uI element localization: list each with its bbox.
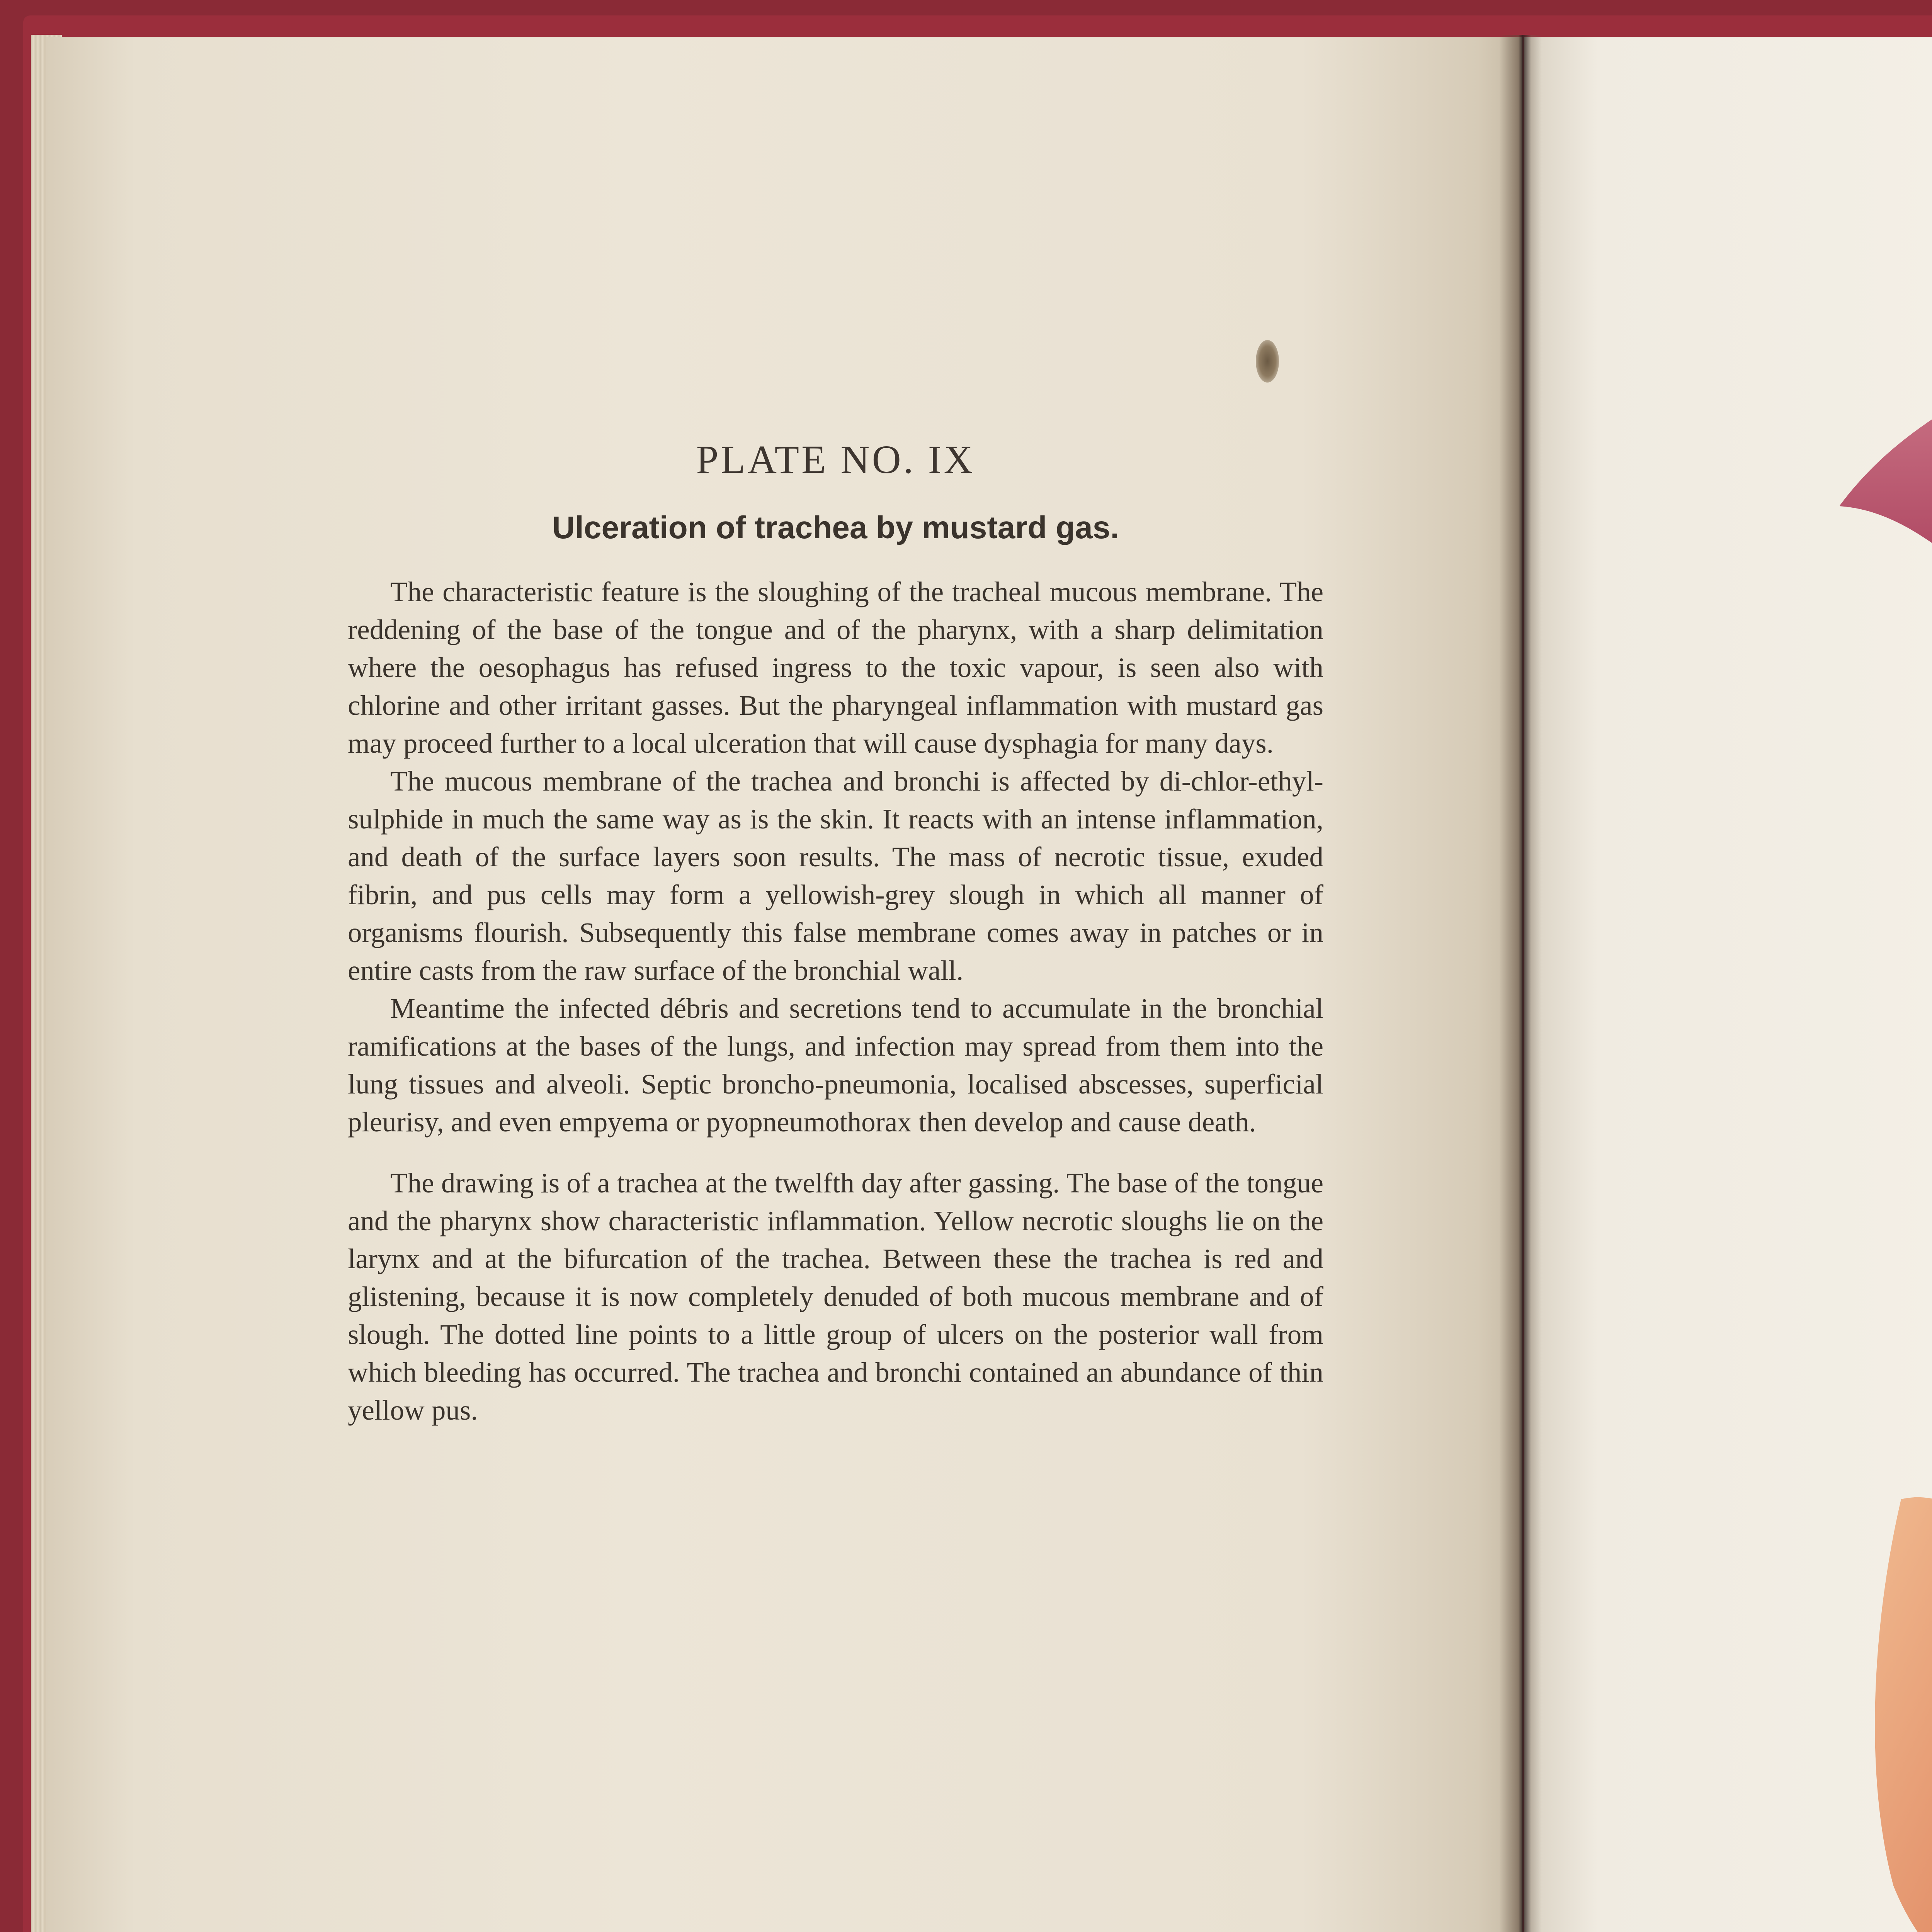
plate-description bbox=[348, 437, 1323, 1429]
bifurcation-slough bbox=[1875, 1497, 1932, 1932]
tongue-base bbox=[1839, 189, 1932, 618]
paragraph-4: The drawing is of a trachea at the twelfth day after gassing. The base of the tongue and the pharynx show characteristic inflammation. Yellow necrotic sloughs lie on the larynx and at the bifurcation of the trachea. Between these the trachea is red and glistening, because it is now completely denuded of both mucous membrane and of slough. The dotted line points to a little group of ulcers on the posterior wall from which bleeding has occurred. The trachea and bronchi contained an abundance of thin yellow pus. bbox=[348, 1167, 1323, 1426]
plate-subtitle: Ulceration of trachea by mustard gas. bbox=[552, 510, 1119, 545]
paragraph-1: The characteristic feature is the sloughing of the tracheal mucous membrane. The reddening of the base of the tongue and of the pharynx, with a sharp delimitation where the oesophagus has refused ingress to the toxic vapour, is seen also with chlorine and other irritant gasses. But the pharyngeal inflammation with mustard gas may proceed further to a local ulceration that will cause dysphagia for many days. bbox=[348, 576, 1323, 759]
trachea-illustration bbox=[1816, 185, 1932, 1932]
paragraph-2: The mucous membrane of the trachea and bronchi is affected by di-chlor-ethyl-sulphide in much the same way as is the skin. It reacts with an intense inflammation, and death of the surface layers soon results. The mass of necrotic tissue, exuded fibrin, and pus cells may form a yellowish-grey slough in which all manner of organisms flourish. Subsequently this false membrane comes away in patches or in entire casts from the raw surface of the bronchial wall. bbox=[348, 765, 1323, 986]
paragraph-3: Meantime the infected débris and secretions tend to accumulate in the bronchial ramifications at the bases of the lungs, and infection may spread from them into the lung tissues and alveoli. Septic broncho-pneumonia, localised abscesses, superficial pleurisy, and even empyema or pyopneumothorax then develop and cause death. bbox=[348, 993, 1323, 1138]
book-gutter bbox=[1499, 35, 1542, 1932]
paper-stain bbox=[1256, 340, 1279, 383]
plate-heading: PLATE NO. IX bbox=[696, 437, 975, 482]
